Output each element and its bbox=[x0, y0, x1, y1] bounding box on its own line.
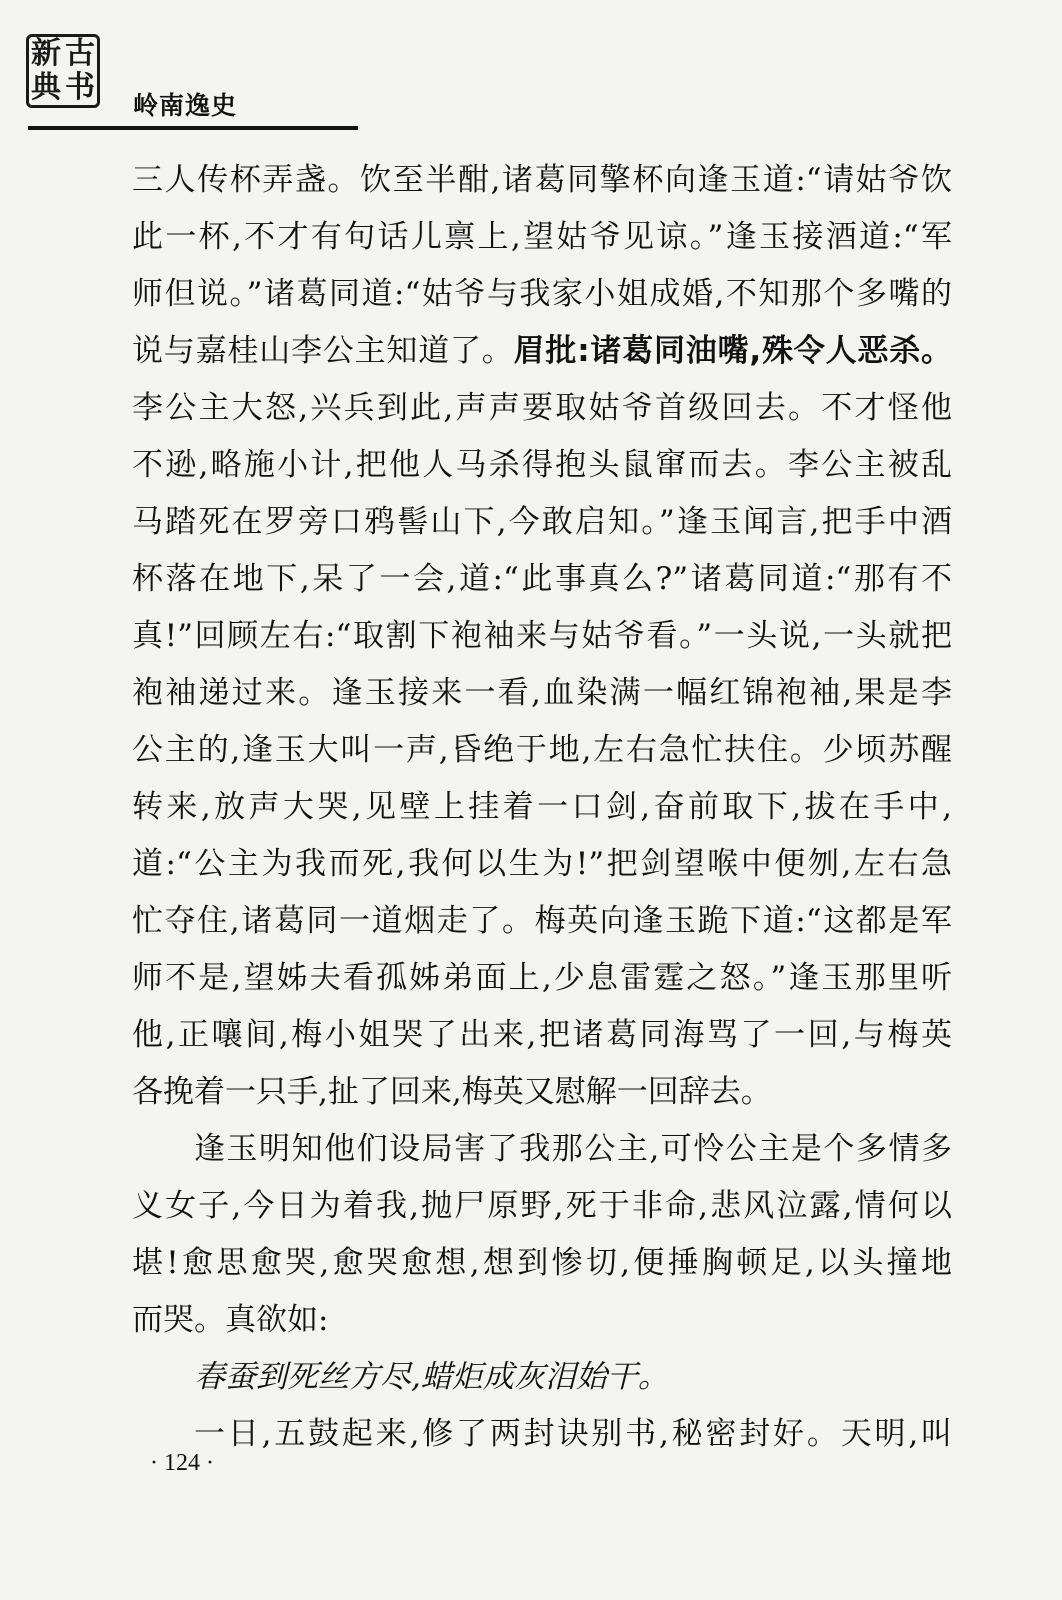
text-line bbox=[132, 1406, 952, 1463]
text-line-content: 各挽着一只手,扯了回来,梅英又慰解一回辞去。 bbox=[132, 1074, 772, 1110]
text-line-content: 马踏死在罗旁口鸦髻山下,今敢启知。”逢玉闻言,把手中酒 bbox=[132, 504, 952, 540]
text-line-content: 春蚕到死丝方尽,蜡炬成灰泪始干。 bbox=[194, 1359, 669, 1395]
header-divider bbox=[28, 126, 358, 130]
text-line bbox=[132, 437, 952, 494]
text-line bbox=[132, 380, 952, 437]
text-line bbox=[132, 323, 952, 380]
text-line-content: 杯落在地下,呆了一会,道:“此事真么?”诸葛同道:“那有不 bbox=[132, 561, 952, 597]
seal-char: 新 bbox=[31, 36, 61, 71]
page-number: · 124 · bbox=[150, 1450, 214, 1476]
seal-char: 典 bbox=[31, 70, 61, 105]
text-line bbox=[132, 722, 952, 779]
text-line bbox=[132, 266, 952, 323]
text-line bbox=[132, 1064, 952, 1121]
text-line-content: 逢玉明知他们设局害了我那公主,可怜公主是个多情多 bbox=[194, 1131, 952, 1167]
text-line-content: 袍袖递过来。逢玉接来一看,血染满一幅红锦袍袖,果是李 bbox=[132, 675, 952, 711]
text-line bbox=[132, 1007, 952, 1064]
text-line bbox=[132, 950, 952, 1007]
poem-line bbox=[132, 1349, 952, 1406]
text-line bbox=[132, 779, 952, 836]
text-line-content: 三人传杯弄盏。饮至半酣,诸葛同擎杯向逢玉道:“请姑爷饮 bbox=[132, 162, 952, 198]
text-line-content: 忙夺住,诸葛同一道烟走了。梅英向逢玉跪下道:“这都是军 bbox=[132, 903, 952, 939]
text-line-content: 一日,五鼓起来,修了两封诀别书,秘密封好。天明,叫 bbox=[194, 1416, 952, 1452]
text-line-content: 真!”回顾左右:“取割下袍袖来与姑爷看。”一头说,一头就把 bbox=[132, 618, 952, 654]
text-line bbox=[132, 1235, 952, 1292]
text-line-content: 师不是,望姊夫看孤姊弟面上,少息雷霆之怒。”逢玉那里听 bbox=[132, 960, 952, 996]
text-line bbox=[132, 209, 952, 266]
text-line bbox=[132, 494, 952, 551]
text-line bbox=[132, 1292, 952, 1349]
text-line-content: 他,正嚷间,梅小姐哭了出来,把诸葛同海骂了一回,与梅英 bbox=[132, 1017, 952, 1053]
seal-logo bbox=[26, 34, 100, 108]
text-line-content: 转来,放声大哭,见壁上挂着一口剑,奋前取下,拔在手中, bbox=[132, 789, 952, 825]
text-line bbox=[132, 665, 952, 722]
text-line-content: 道:“公主为我而死,我何以生为!”把剑望喉中便刎,左右急 bbox=[132, 846, 952, 882]
text-line-content: 李公主大怒,兴兵到此,声声要取姑爷首级回去。不才怪他 bbox=[132, 390, 952, 426]
text-line-content: 不逊,略施小计,把他人马杀得抱头鼠窜而去。李公主被乱 bbox=[132, 447, 952, 483]
seal-char: 古 bbox=[65, 36, 95, 71]
text-line bbox=[132, 1178, 952, 1235]
text-line bbox=[132, 152, 952, 209]
text-line bbox=[132, 1121, 952, 1178]
body-text bbox=[132, 152, 952, 1463]
text-line-content: 堪!愈思愈哭,愈哭愈想,想到惨切,便捶胸顿足,以头撞地 bbox=[132, 1245, 952, 1281]
text-line bbox=[132, 608, 952, 665]
text-line-content: 此一杯,不才有句话儿禀上,望姑爷见谅。”逢玉接酒道:“军 bbox=[132, 219, 952, 255]
marginal-comment: 眉批:诸葛同油嘴,殊令人恶杀。 bbox=[513, 333, 952, 369]
text-line-content: 公主的,逢玉大叫一声,昏绝于地,左右急忙扶住。少顷苏醒 bbox=[132, 732, 952, 768]
running-header-title: 岭南逸史 bbox=[133, 91, 238, 120]
text-line-content: 师但说。”诸葛同道:“姑爷与我家小姐成婚,不知那个多嘴的 bbox=[132, 276, 952, 312]
text-line bbox=[132, 551, 952, 608]
text-line-content: 说与嘉桂山李公主知道了。 bbox=[132, 333, 514, 369]
text-line-content: 而哭。真欲如: bbox=[132, 1302, 329, 1338]
text-line bbox=[132, 893, 952, 950]
seal-char: 书 bbox=[65, 70, 95, 105]
text-line-content: 义女子,今日为着我,抛尸原野,死于非命,悲风泣露,情何以 bbox=[132, 1188, 952, 1224]
text-line bbox=[132, 836, 952, 893]
